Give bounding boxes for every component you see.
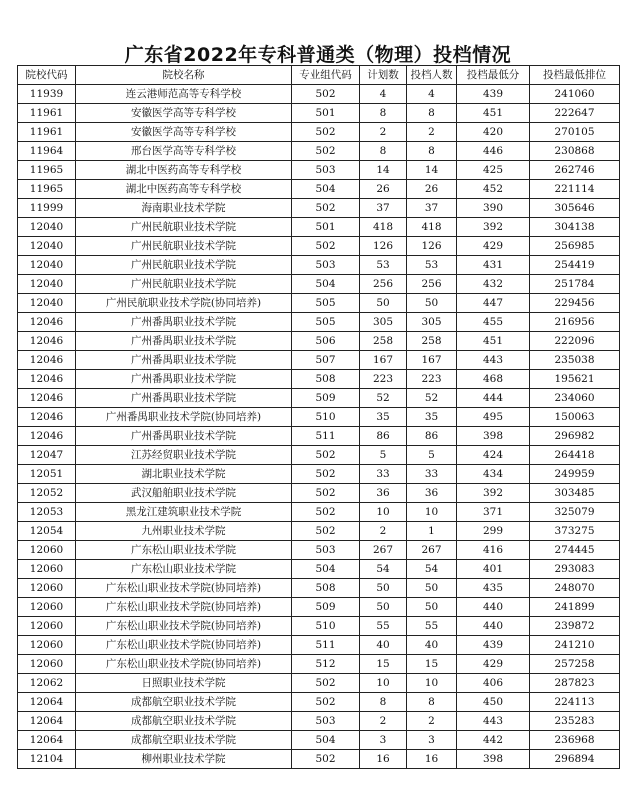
cell-plan-count: 8 xyxy=(360,142,407,161)
cell-min-score: 425 xyxy=(457,161,530,180)
header-plan-count: 计划数 xyxy=(360,66,407,85)
cell-plan-count: 8 xyxy=(360,104,407,123)
cell-admitted-count: 33 xyxy=(407,465,457,484)
cell-min-rank: 264418 xyxy=(530,446,620,465)
cell-major-group-code: 502 xyxy=(292,142,360,161)
cell-admitted-count: 267 xyxy=(407,541,457,560)
cell-plan-count: 50 xyxy=(360,294,407,313)
cell-admitted-count: 52 xyxy=(407,389,457,408)
cell-school-name: 成都航空职业技术学院 xyxy=(76,731,292,750)
cell-school-code: 11964 xyxy=(18,142,76,161)
cell-min-score: 406 xyxy=(457,674,530,693)
cell-min-score: 390 xyxy=(457,199,530,218)
cell-admitted-count: 50 xyxy=(407,294,457,313)
cell-school-code: 12046 xyxy=(18,351,76,370)
cell-admitted-count: 126 xyxy=(407,237,457,256)
table-row xyxy=(18,617,620,636)
cell-plan-count: 3 xyxy=(360,731,407,750)
cell-school-code: 12053 xyxy=(18,503,76,522)
cell-school-name: 成都航空职业技术学院 xyxy=(76,693,292,712)
cell-min-rank: 241210 xyxy=(530,636,620,655)
cell-major-group-code: 509 xyxy=(292,389,360,408)
cell-plan-count: 37 xyxy=(360,199,407,218)
cell-plan-count: 55 xyxy=(360,617,407,636)
header-school-name: 院校名称 xyxy=(76,66,292,85)
cell-plan-count: 52 xyxy=(360,389,407,408)
cell-school-code: 12060 xyxy=(18,541,76,560)
cell-school-name: 广州番禺职业技术学院 xyxy=(76,427,292,446)
cell-major-group-code: 502 xyxy=(292,446,360,465)
cell-major-group-code: 503 xyxy=(292,256,360,275)
cell-school-code: 12046 xyxy=(18,427,76,446)
table-row xyxy=(18,123,620,142)
cell-plan-count: 53 xyxy=(360,256,407,275)
table-row xyxy=(18,275,620,294)
table-row xyxy=(18,427,620,446)
cell-school-code: 12046 xyxy=(18,370,76,389)
cell-admitted-count: 55 xyxy=(407,617,457,636)
cell-min-rank: 222647 xyxy=(530,104,620,123)
cell-min-rank: 235283 xyxy=(530,712,620,731)
table-row xyxy=(18,750,620,769)
cell-admitted-count: 35 xyxy=(407,408,457,427)
cell-min-score: 439 xyxy=(457,636,530,655)
cell-school-code: 12060 xyxy=(18,560,76,579)
cell-admitted-count: 2 xyxy=(407,712,457,731)
table-row xyxy=(18,313,620,332)
cell-min-rank: 274445 xyxy=(530,541,620,560)
cell-admitted-count: 3 xyxy=(407,731,457,750)
cell-major-group-code: 505 xyxy=(292,294,360,313)
cell-major-group-code: 502 xyxy=(292,522,360,541)
admission-table xyxy=(17,65,620,769)
cell-plan-count: 50 xyxy=(360,598,407,617)
table-row xyxy=(18,522,620,541)
cell-school-name: 广东松山职业技术学院(协同培养) xyxy=(76,655,292,674)
cell-plan-count: 5 xyxy=(360,446,407,465)
table-row xyxy=(18,408,620,427)
cell-min-score: 401 xyxy=(457,560,530,579)
cell-min-score: 416 xyxy=(457,541,530,560)
cell-school-code: 12046 xyxy=(18,313,76,332)
cell-major-group-code: 502 xyxy=(292,123,360,142)
table-row xyxy=(18,199,620,218)
cell-plan-count: 418 xyxy=(360,218,407,237)
cell-admitted-count: 86 xyxy=(407,427,457,446)
table-row xyxy=(18,104,620,123)
header-min-rank: 投档最低排位 xyxy=(530,66,620,85)
cell-min-score: 446 xyxy=(457,142,530,161)
cell-major-group-code: 501 xyxy=(292,104,360,123)
cell-major-group-code: 508 xyxy=(292,370,360,389)
cell-plan-count: 40 xyxy=(360,636,407,655)
cell-major-group-code: 506 xyxy=(292,332,360,351)
cell-min-score: 431 xyxy=(457,256,530,275)
cell-school-code: 11961 xyxy=(18,123,76,142)
cell-school-name: 黑龙江建筑职业技术学院 xyxy=(76,503,292,522)
cell-school-code: 12040 xyxy=(18,256,76,275)
header-min-score: 投档最低分 xyxy=(457,66,530,85)
cell-plan-count: 15 xyxy=(360,655,407,674)
table-row xyxy=(18,655,620,674)
cell-school-code: 12040 xyxy=(18,218,76,237)
cell-school-code: 12104 xyxy=(18,750,76,769)
cell-plan-count: 50 xyxy=(360,579,407,598)
table-row xyxy=(18,218,620,237)
header-admitted-count: 投档人数 xyxy=(407,66,457,85)
cell-major-group-code: 503 xyxy=(292,161,360,180)
table-row xyxy=(18,693,620,712)
cell-school-name: 武汉船舶职业技术学院 xyxy=(76,484,292,503)
table-row xyxy=(18,674,620,693)
cell-admitted-count: 8 xyxy=(407,104,457,123)
cell-min-rank: 230868 xyxy=(530,142,620,161)
cell-school-name: 广州民航职业技术学院 xyxy=(76,237,292,256)
cell-school-code: 12062 xyxy=(18,674,76,693)
cell-plan-count: 10 xyxy=(360,674,407,693)
cell-school-name: 连云港师范高等专科学校 xyxy=(76,85,292,104)
cell-school-name: 邢台医学高等专科学校 xyxy=(76,142,292,161)
cell-plan-count: 10 xyxy=(360,503,407,522)
cell-admitted-count: 15 xyxy=(407,655,457,674)
cell-school-code: 11965 xyxy=(18,161,76,180)
cell-min-score: 429 xyxy=(457,655,530,674)
cell-school-code: 12040 xyxy=(18,275,76,294)
cell-admitted-count: 40 xyxy=(407,636,457,655)
cell-admitted-count: 418 xyxy=(407,218,457,237)
table-row xyxy=(18,560,620,579)
cell-admitted-count: 305 xyxy=(407,313,457,332)
cell-admitted-count: 37 xyxy=(407,199,457,218)
cell-min-score: 420 xyxy=(457,123,530,142)
table-row xyxy=(18,161,620,180)
cell-major-group-code: 502 xyxy=(292,693,360,712)
cell-admitted-count: 36 xyxy=(407,484,457,503)
cell-plan-count: 258 xyxy=(360,332,407,351)
cell-admitted-count: 258 xyxy=(407,332,457,351)
cell-admitted-count: 1 xyxy=(407,522,457,541)
cell-min-rank: 241060 xyxy=(530,85,620,104)
table-row xyxy=(18,370,620,389)
cell-major-group-code: 502 xyxy=(292,85,360,104)
cell-min-score: 444 xyxy=(457,389,530,408)
cell-school-code: 12047 xyxy=(18,446,76,465)
table-row xyxy=(18,351,620,370)
cell-min-score: 398 xyxy=(457,750,530,769)
cell-admitted-count: 14 xyxy=(407,161,457,180)
cell-major-group-code: 507 xyxy=(292,351,360,370)
cell-min-score: 432 xyxy=(457,275,530,294)
cell-school-name: 广东松山职业技术学院(协同培养) xyxy=(76,617,292,636)
cell-plan-count: 35 xyxy=(360,408,407,427)
cell-admitted-count: 10 xyxy=(407,503,457,522)
cell-min-score: 398 xyxy=(457,427,530,446)
cell-major-group-code: 510 xyxy=(292,408,360,427)
cell-admitted-count: 223 xyxy=(407,370,457,389)
cell-school-name: 广东松山职业技术学院(协同培养) xyxy=(76,579,292,598)
cell-major-group-code: 502 xyxy=(292,674,360,693)
cell-major-group-code: 504 xyxy=(292,275,360,294)
cell-min-rank: 293083 xyxy=(530,560,620,579)
table-row xyxy=(18,256,620,275)
cell-min-rank: 229456 xyxy=(530,294,620,313)
cell-min-score: 442 xyxy=(457,731,530,750)
cell-admitted-count: 53 xyxy=(407,256,457,275)
cell-min-score: 440 xyxy=(457,598,530,617)
cell-major-group-code: 511 xyxy=(292,427,360,446)
cell-min-score: 455 xyxy=(457,313,530,332)
cell-major-group-code: 508 xyxy=(292,579,360,598)
cell-school-name: 日照职业技术学院 xyxy=(76,674,292,693)
table-row xyxy=(18,85,620,104)
cell-school-code: 12060 xyxy=(18,598,76,617)
cell-min-rank: 195621 xyxy=(530,370,620,389)
cell-min-rank: 216956 xyxy=(530,313,620,332)
cell-major-group-code: 502 xyxy=(292,750,360,769)
table-row xyxy=(18,142,620,161)
cell-plan-count: 14 xyxy=(360,161,407,180)
cell-major-group-code: 503 xyxy=(292,712,360,731)
cell-plan-count: 223 xyxy=(360,370,407,389)
cell-min-score: 371 xyxy=(457,503,530,522)
cell-min-rank: 296894 xyxy=(530,750,620,769)
cell-admitted-count: 8 xyxy=(407,693,457,712)
cell-min-score: 452 xyxy=(457,180,530,199)
cell-school-code: 12046 xyxy=(18,408,76,427)
cell-plan-count: 8 xyxy=(360,693,407,712)
cell-major-group-code: 504 xyxy=(292,731,360,750)
cell-school-code: 12052 xyxy=(18,484,76,503)
table-row xyxy=(18,598,620,617)
cell-major-group-code: 504 xyxy=(292,180,360,199)
cell-school-code: 12040 xyxy=(18,294,76,313)
cell-plan-count: 86 xyxy=(360,427,407,446)
cell-school-name: 广州番禺职业技术学院 xyxy=(76,332,292,351)
cell-major-group-code: 512 xyxy=(292,655,360,674)
table-row xyxy=(18,237,620,256)
cell-plan-count: 26 xyxy=(360,180,407,199)
cell-school-name: 广州番禺职业技术学院 xyxy=(76,313,292,332)
cell-plan-count: 305 xyxy=(360,313,407,332)
cell-plan-count: 2 xyxy=(360,522,407,541)
cell-school-name: 广州番禺职业技术学院 xyxy=(76,351,292,370)
table-row xyxy=(18,712,620,731)
cell-school-code: 12054 xyxy=(18,522,76,541)
cell-admitted-count: 256 xyxy=(407,275,457,294)
cell-major-group-code: 505 xyxy=(292,313,360,332)
cell-major-group-code: 502 xyxy=(292,237,360,256)
cell-min-score: 429 xyxy=(457,237,530,256)
cell-admitted-count: 10 xyxy=(407,674,457,693)
cell-min-score: 299 xyxy=(457,522,530,541)
cell-school-code: 12040 xyxy=(18,237,76,256)
cell-min-rank: 303485 xyxy=(530,484,620,503)
cell-school-code: 11999 xyxy=(18,199,76,218)
table-body xyxy=(18,85,620,769)
cell-min-score: 451 xyxy=(457,104,530,123)
table-header-row xyxy=(18,66,620,85)
table-row xyxy=(18,484,620,503)
cell-major-group-code: 510 xyxy=(292,617,360,636)
cell-school-name: 广东松山职业技术学院 xyxy=(76,560,292,579)
cell-major-group-code: 504 xyxy=(292,560,360,579)
cell-admitted-count: 16 xyxy=(407,750,457,769)
cell-school-name: 广州番禺职业技术学院 xyxy=(76,389,292,408)
cell-min-rank: 270105 xyxy=(530,123,620,142)
cell-min-score: 450 xyxy=(457,693,530,712)
cell-major-group-code: 502 xyxy=(292,484,360,503)
cell-school-name: 湖北中医药高等专科学校 xyxy=(76,180,292,199)
cell-plan-count: 126 xyxy=(360,237,407,256)
cell-min-rank: 287823 xyxy=(530,674,620,693)
cell-major-group-code: 502 xyxy=(292,199,360,218)
cell-min-rank: 262746 xyxy=(530,161,620,180)
cell-min-score: 451 xyxy=(457,332,530,351)
cell-admitted-count: 54 xyxy=(407,560,457,579)
cell-min-rank: 248070 xyxy=(530,579,620,598)
table-row xyxy=(18,541,620,560)
cell-min-score: 439 xyxy=(457,85,530,104)
cell-plan-count: 2 xyxy=(360,123,407,142)
cell-min-rank: 251784 xyxy=(530,275,620,294)
cell-min-score: 434 xyxy=(457,465,530,484)
table-row xyxy=(18,389,620,408)
cell-school-code: 11965 xyxy=(18,180,76,199)
cell-school-code: 12060 xyxy=(18,617,76,636)
cell-min-rank: 239872 xyxy=(530,617,620,636)
cell-school-code: 12064 xyxy=(18,731,76,750)
cell-school-code: 12046 xyxy=(18,332,76,351)
cell-min-score: 443 xyxy=(457,712,530,731)
cell-school-code: 12060 xyxy=(18,655,76,674)
cell-school-name: 广州番禺职业技术学院 xyxy=(76,370,292,389)
cell-plan-count: 167 xyxy=(360,351,407,370)
cell-min-score: 447 xyxy=(457,294,530,313)
cell-min-rank: 221114 xyxy=(530,180,620,199)
table-row xyxy=(18,294,620,313)
cell-plan-count: 33 xyxy=(360,465,407,484)
cell-school-name: 广州民航职业技术学院 xyxy=(76,218,292,237)
cell-plan-count: 256 xyxy=(360,275,407,294)
cell-school-name: 安徽医学高等专科学校 xyxy=(76,123,292,142)
cell-min-rank: 305646 xyxy=(530,199,620,218)
cell-school-name: 广州民航职业技术学院(协同培养) xyxy=(76,294,292,313)
cell-school-code: 12051 xyxy=(18,465,76,484)
cell-school-name: 广州民航职业技术学院 xyxy=(76,256,292,275)
cell-major-group-code: 501 xyxy=(292,218,360,237)
cell-min-score: 435 xyxy=(457,579,530,598)
table-row xyxy=(18,446,620,465)
cell-major-group-code: 502 xyxy=(292,465,360,484)
cell-admitted-count: 26 xyxy=(407,180,457,199)
cell-min-rank: 304138 xyxy=(530,218,620,237)
cell-min-rank: 257258 xyxy=(530,655,620,674)
cell-min-rank: 236968 xyxy=(530,731,620,750)
table-row xyxy=(18,465,620,484)
cell-plan-count: 267 xyxy=(360,541,407,560)
cell-min-rank: 325079 xyxy=(530,503,620,522)
table-row xyxy=(18,332,620,351)
cell-plan-count: 16 xyxy=(360,750,407,769)
cell-min-score: 392 xyxy=(457,484,530,503)
cell-admitted-count: 5 xyxy=(407,446,457,465)
cell-min-rank: 254419 xyxy=(530,256,620,275)
cell-min-rank: 373275 xyxy=(530,522,620,541)
cell-admitted-count: 50 xyxy=(407,598,457,617)
table-row xyxy=(18,636,620,655)
cell-min-score: 495 xyxy=(457,408,530,427)
table-row xyxy=(18,579,620,598)
cell-school-name: 广东松山职业技术学院(协同培养) xyxy=(76,598,292,617)
cell-school-code: 11961 xyxy=(18,104,76,123)
cell-admitted-count: 2 xyxy=(407,123,457,142)
cell-min-score: 392 xyxy=(457,218,530,237)
cell-min-score: 468 xyxy=(457,370,530,389)
header-school-code: 院校代码 xyxy=(18,66,76,85)
cell-plan-count: 4 xyxy=(360,85,407,104)
cell-min-rank: 296982 xyxy=(530,427,620,446)
cell-major-group-code: 509 xyxy=(292,598,360,617)
page-title: 广东省2022年专科普通类（物理）投档情况 xyxy=(124,44,512,66)
cell-min-rank: 222096 xyxy=(530,332,620,351)
table-row xyxy=(18,180,620,199)
cell-admitted-count: 4 xyxy=(407,85,457,104)
cell-school-name: 江苏经贸职业技术学院 xyxy=(76,446,292,465)
cell-school-code: 12060 xyxy=(18,636,76,655)
cell-min-rank: 234060 xyxy=(530,389,620,408)
table-row xyxy=(18,731,620,750)
cell-plan-count: 2 xyxy=(360,712,407,731)
cell-plan-count: 54 xyxy=(360,560,407,579)
cell-min-rank: 249959 xyxy=(530,465,620,484)
cell-school-name: 广州民航职业技术学院 xyxy=(76,275,292,294)
cell-school-name: 湖北职业技术学院 xyxy=(76,465,292,484)
cell-min-rank: 224113 xyxy=(530,693,620,712)
cell-school-name: 湖北中医药高等专科学校 xyxy=(76,161,292,180)
cell-admitted-count: 8 xyxy=(407,142,457,161)
cell-school-name: 广东松山职业技术学院(协同培养) xyxy=(76,636,292,655)
header-major-group-code: 专业组代码 xyxy=(292,66,360,85)
cell-plan-count: 36 xyxy=(360,484,407,503)
cell-major-group-code: 502 xyxy=(292,503,360,522)
cell-min-rank: 256985 xyxy=(530,237,620,256)
cell-admitted-count: 50 xyxy=(407,579,457,598)
cell-min-score: 440 xyxy=(457,617,530,636)
cell-min-rank: 241899 xyxy=(530,598,620,617)
cell-school-code: 12064 xyxy=(18,693,76,712)
cell-school-code: 12060 xyxy=(18,579,76,598)
cell-school-name: 安徽医学高等专科学校 xyxy=(76,104,292,123)
cell-school-code: 12046 xyxy=(18,389,76,408)
table-row xyxy=(18,503,620,522)
cell-school-name: 九州职业技术学院 xyxy=(76,522,292,541)
cell-major-group-code: 503 xyxy=(292,541,360,560)
cell-admitted-count: 167 xyxy=(407,351,457,370)
cell-school-code: 11939 xyxy=(18,85,76,104)
cell-min-score: 443 xyxy=(457,351,530,370)
cell-school-code: 12064 xyxy=(18,712,76,731)
cell-school-name: 广州番禺职业技术学院(协同培养) xyxy=(76,408,292,427)
cell-school-name: 海南职业技术学院 xyxy=(76,199,292,218)
cell-school-name: 广东松山职业技术学院 xyxy=(76,541,292,560)
cell-school-name: 成都航空职业技术学院 xyxy=(76,712,292,731)
cell-min-rank: 235038 xyxy=(530,351,620,370)
cell-school-name: 柳州职业技术学院 xyxy=(76,750,292,769)
cell-min-score: 424 xyxy=(457,446,530,465)
cell-major-group-code: 511 xyxy=(292,636,360,655)
cell-min-rank: 150063 xyxy=(530,408,620,427)
